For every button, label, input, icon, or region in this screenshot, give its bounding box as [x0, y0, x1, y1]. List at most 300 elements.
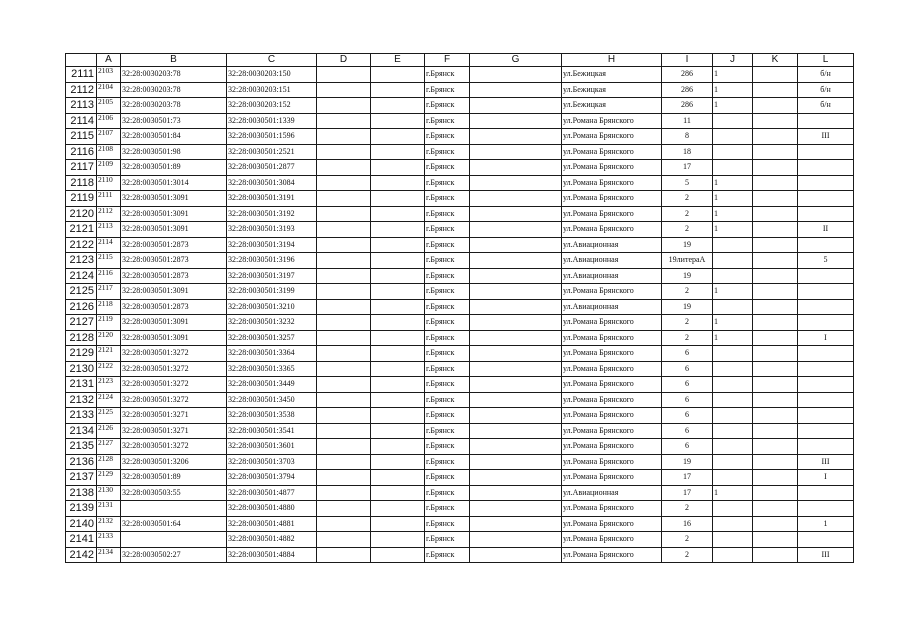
cell-c[interactable]: 32:28:0030501:3194	[227, 237, 317, 253]
column-header-b[interactable]: B	[121, 54, 227, 67]
cell-k[interactable]	[753, 423, 798, 439]
cell-b[interactable]: 32:28:0030203:78	[121, 82, 227, 98]
cell-b[interactable]: 32:28:0030501:3091	[121, 315, 227, 331]
cell-e[interactable]	[371, 547, 425, 563]
cell-j[interactable]: 1	[713, 82, 753, 98]
cell-h[interactable]: ул.Романа Брянского	[562, 423, 662, 439]
cell-b[interactable]: 32:28:0030502:27	[121, 547, 227, 563]
row-number[interactable]: 2116	[66, 144, 97, 160]
cell-g[interactable]	[470, 129, 562, 145]
cell-k[interactable]	[753, 516, 798, 532]
cell-b[interactable]: 32:28:0030203:78	[121, 67, 227, 83]
cell-k[interactable]	[753, 439, 798, 455]
cell-k[interactable]	[753, 392, 798, 408]
cell-g[interactable]	[470, 222, 562, 238]
cell-j[interactable]	[713, 268, 753, 284]
cell-c[interactable]: 32:28:0030501:3364	[227, 346, 317, 362]
cell-h[interactable]: ул.Романа Брянского	[562, 501, 662, 517]
cell-c[interactable]: 32:28:0030501:3232	[227, 315, 317, 331]
cell-h[interactable]: ул.Авиационная	[562, 253, 662, 269]
cell-c[interactable]: 32:28:0030501:4882	[227, 532, 317, 548]
cell-f[interactable]: г.Брянск	[425, 392, 470, 408]
cell-b[interactable]: 32:28:0030501:3272	[121, 361, 227, 377]
cell-f[interactable]: г.Брянск	[425, 361, 470, 377]
cell-g[interactable]	[470, 501, 562, 517]
cell-e[interactable]	[371, 222, 425, 238]
row-number[interactable]: 2126	[66, 299, 97, 315]
cell-k[interactable]	[753, 315, 798, 331]
cell-l[interactable]	[798, 361, 854, 377]
row-number[interactable]: 2131	[66, 377, 97, 393]
cell-l[interactable]	[798, 284, 854, 300]
cell-f[interactable]: г.Брянск	[425, 423, 470, 439]
column-header-a[interactable]: A	[97, 54, 121, 67]
cell-a[interactable]: 2133	[97, 532, 121, 548]
cell-l[interactable]	[798, 392, 854, 408]
cell-k[interactable]	[753, 113, 798, 129]
cell-a[interactable]: 2111	[97, 191, 121, 207]
cell-i[interactable]: 2	[662, 284, 713, 300]
cell-g[interactable]	[470, 392, 562, 408]
row-number[interactable]: 2139	[66, 501, 97, 517]
row-number[interactable]: 2112	[66, 82, 97, 98]
cell-c[interactable]: 32:28:0030501:3193	[227, 222, 317, 238]
cell-k[interactable]	[753, 346, 798, 362]
cell-f[interactable]: г.Брянск	[425, 485, 470, 501]
row-number[interactable]: 2129	[66, 346, 97, 362]
cell-k[interactable]	[753, 237, 798, 253]
cell-l[interactable]	[798, 175, 854, 191]
cell-g[interactable]	[470, 315, 562, 331]
cell-b[interactable]: 32:28:0030503:55	[121, 485, 227, 501]
cell-j[interactable]: 1	[713, 222, 753, 238]
cell-c[interactable]: 32:28:0030501:3541	[227, 423, 317, 439]
cell-l[interactable]	[798, 113, 854, 129]
cell-b[interactable]: 32:28:0030501:3091	[121, 284, 227, 300]
cell-f[interactable]: г.Брянск	[425, 470, 470, 486]
cell-d[interactable]	[317, 516, 371, 532]
cell-d[interactable]	[317, 113, 371, 129]
cell-a[interactable]: 2114	[97, 237, 121, 253]
cell-b[interactable]: 32:28:0030501:64	[121, 516, 227, 532]
cell-h[interactable]: ул.Романа Брянского	[562, 129, 662, 145]
cell-d[interactable]	[317, 144, 371, 160]
cell-g[interactable]	[470, 346, 562, 362]
cell-d[interactable]	[317, 547, 371, 563]
cell-b[interactable]: 32:28:0030501:73	[121, 113, 227, 129]
cell-l[interactable]: 1	[798, 516, 854, 532]
cell-e[interactable]	[371, 237, 425, 253]
cell-j[interactable]	[713, 377, 753, 393]
cell-c[interactable]: 32:28:0030501:3794	[227, 470, 317, 486]
cell-d[interactable]	[317, 237, 371, 253]
column-header-j[interactable]: J	[713, 54, 753, 67]
cell-d[interactable]	[317, 222, 371, 238]
cell-b[interactable]: 32:28:0030501:3271	[121, 423, 227, 439]
cell-g[interactable]	[470, 408, 562, 424]
cell-e[interactable]	[371, 485, 425, 501]
cell-h[interactable]: ул.Авиационная	[562, 268, 662, 284]
cell-e[interactable]	[371, 423, 425, 439]
cell-h[interactable]: ул.Бежицкая	[562, 67, 662, 83]
cell-h[interactable]: ул.Романа Брянского	[562, 206, 662, 222]
cell-l[interactable]	[798, 501, 854, 517]
cell-l[interactable]	[798, 268, 854, 284]
cell-h[interactable]: ул.Романа Брянского	[562, 191, 662, 207]
row-number[interactable]: 2111	[66, 67, 97, 83]
cell-e[interactable]	[371, 268, 425, 284]
cell-c[interactable]: 32:28:0030501:3365	[227, 361, 317, 377]
cell-h[interactable]: ул.Романа Брянского	[562, 377, 662, 393]
cell-b[interactable]: 32:28:0030501:3091	[121, 191, 227, 207]
cell-d[interactable]	[317, 470, 371, 486]
cell-g[interactable]	[470, 268, 562, 284]
cell-e[interactable]	[371, 144, 425, 160]
row-number[interactable]: 2114	[66, 113, 97, 129]
row-number[interactable]: 2132	[66, 392, 97, 408]
row-number[interactable]: 2115	[66, 129, 97, 145]
cell-l[interactable]: б/н	[798, 67, 854, 83]
cell-e[interactable]	[371, 454, 425, 470]
cell-d[interactable]	[317, 253, 371, 269]
cell-k[interactable]	[753, 206, 798, 222]
cell-c[interactable]: 32:28:0030501:3210	[227, 299, 317, 315]
cell-i[interactable]: 286	[662, 67, 713, 83]
cell-d[interactable]	[317, 191, 371, 207]
cell-l[interactable]: III	[798, 454, 854, 470]
cell-i[interactable]: 17	[662, 160, 713, 176]
cell-l[interactable]: I	[798, 470, 854, 486]
cell-i[interactable]: 6	[662, 377, 713, 393]
cell-j[interactable]	[713, 516, 753, 532]
cell-h[interactable]: ул.Романа Брянского	[562, 113, 662, 129]
cell-g[interactable]	[470, 361, 562, 377]
cell-b[interactable]	[121, 501, 227, 517]
cell-c[interactable]: 32:28:0030501:3084	[227, 175, 317, 191]
cell-d[interactable]	[317, 67, 371, 83]
cell-i[interactable]: 6	[662, 439, 713, 455]
cell-a[interactable]: 2115	[97, 253, 121, 269]
cell-b[interactable]: 32:28:0030501:98	[121, 144, 227, 160]
cell-f[interactable]: г.Брянск	[425, 330, 470, 346]
cell-e[interactable]	[371, 361, 425, 377]
cell-l[interactable]	[798, 439, 854, 455]
cell-k[interactable]	[753, 284, 798, 300]
cell-g[interactable]	[470, 470, 562, 486]
cell-f[interactable]: г.Брянск	[425, 191, 470, 207]
cell-f[interactable]: г.Брянск	[425, 82, 470, 98]
cell-f[interactable]: г.Брянск	[425, 501, 470, 517]
cell-l[interactable]	[798, 299, 854, 315]
cell-e[interactable]	[371, 206, 425, 222]
cell-h[interactable]: ул.Бежицкая	[562, 82, 662, 98]
cell-h[interactable]: ул.Романа Брянского	[562, 361, 662, 377]
cell-i[interactable]: 6	[662, 392, 713, 408]
cell-e[interactable]	[371, 284, 425, 300]
cell-e[interactable]	[371, 315, 425, 331]
cell-a[interactable]: 2121	[97, 346, 121, 362]
cell-f[interactable]: г.Брянск	[425, 408, 470, 424]
cell-k[interactable]	[753, 501, 798, 517]
cell-e[interactable]	[371, 113, 425, 129]
cell-h[interactable]: ул.Романа Брянского	[562, 160, 662, 176]
cell-a[interactable]: 2120	[97, 330, 121, 346]
cell-e[interactable]	[371, 160, 425, 176]
cell-h[interactable]: ул.Романа Брянского	[562, 330, 662, 346]
cell-d[interactable]	[317, 175, 371, 191]
cell-g[interactable]	[470, 67, 562, 83]
cell-e[interactable]	[371, 501, 425, 517]
row-number[interactable]: 2117	[66, 160, 97, 176]
row-number[interactable]: 2134	[66, 423, 97, 439]
cell-b[interactable]: 32:28:0030501:2873	[121, 237, 227, 253]
cell-i[interactable]: 18	[662, 144, 713, 160]
cell-j[interactable]	[713, 392, 753, 408]
cell-a[interactable]: 2108	[97, 144, 121, 160]
cell-g[interactable]	[470, 330, 562, 346]
cell-l[interactable]	[798, 346, 854, 362]
cell-h[interactable]: ул.Романа Брянского	[562, 175, 662, 191]
cell-d[interactable]	[317, 532, 371, 548]
cell-k[interactable]	[753, 330, 798, 346]
cell-j[interactable]	[713, 346, 753, 362]
cell-f[interactable]: г.Брянск	[425, 516, 470, 532]
cell-g[interactable]	[470, 485, 562, 501]
cell-d[interactable]	[317, 160, 371, 176]
cell-f[interactable]: г.Брянск	[425, 129, 470, 145]
cell-i[interactable]: 6	[662, 408, 713, 424]
cell-c[interactable]: 32:28:0030501:3257	[227, 330, 317, 346]
cell-i[interactable]: 6	[662, 423, 713, 439]
cell-j[interactable]	[713, 113, 753, 129]
cell-h[interactable]: ул.Романа Брянского	[562, 222, 662, 238]
row-number[interactable]: 2125	[66, 284, 97, 300]
row-number[interactable]: 2141	[66, 532, 97, 548]
cell-h[interactable]: ул.Романа Брянского	[562, 532, 662, 548]
cell-h[interactable]: ул.Романа Брянского	[562, 439, 662, 455]
cell-f[interactable]: г.Брянск	[425, 284, 470, 300]
cell-i[interactable]: 19	[662, 268, 713, 284]
cell-c[interactable]: 32:28:0030501:2521	[227, 144, 317, 160]
cell-c[interactable]: 32:28:0030501:3703	[227, 454, 317, 470]
cell-a[interactable]: 2119	[97, 315, 121, 331]
cell-c[interactable]: 32:28:0030501:4880	[227, 501, 317, 517]
cell-b[interactable]: 32:28:0030501:3091	[121, 222, 227, 238]
cell-g[interactable]	[470, 439, 562, 455]
cell-i[interactable]: 19литераА	[662, 253, 713, 269]
cell-k[interactable]	[753, 532, 798, 548]
cell-h[interactable]: ул.Романа Брянского	[562, 144, 662, 160]
cell-f[interactable]: г.Брянск	[425, 67, 470, 83]
row-number[interactable]: 2120	[66, 206, 97, 222]
cell-a[interactable]: 2125	[97, 408, 121, 424]
cell-f[interactable]: г.Брянск	[425, 98, 470, 114]
cell-f[interactable]: г.Брянск	[425, 222, 470, 238]
cell-h[interactable]: ул.Бежицкая	[562, 98, 662, 114]
cell-k[interactable]	[753, 175, 798, 191]
cell-k[interactable]	[753, 67, 798, 83]
cell-g[interactable]	[470, 82, 562, 98]
cell-k[interactable]	[753, 222, 798, 238]
cell-l[interactable]	[798, 423, 854, 439]
cell-b[interactable]: 32:28:0030501:3206	[121, 454, 227, 470]
cell-l[interactable]	[798, 485, 854, 501]
cell-d[interactable]	[317, 284, 371, 300]
cell-d[interactable]	[317, 98, 371, 114]
cell-g[interactable]	[470, 377, 562, 393]
cell-b[interactable]: 32:28:0030501:2873	[121, 299, 227, 315]
cell-j[interactable]	[713, 129, 753, 145]
cell-j[interactable]: 1	[713, 485, 753, 501]
cell-f[interactable]: г.Брянск	[425, 315, 470, 331]
cell-a[interactable]: 2109	[97, 160, 121, 176]
cell-f[interactable]: г.Брянск	[425, 175, 470, 191]
cell-i[interactable]: 2	[662, 222, 713, 238]
cell-a[interactable]: 2127	[97, 439, 121, 455]
cell-c[interactable]: 32:28:0030501:3538	[227, 408, 317, 424]
cell-e[interactable]	[371, 129, 425, 145]
cell-i[interactable]: 2	[662, 532, 713, 548]
cell-e[interactable]	[371, 408, 425, 424]
cell-i[interactable]: 2	[662, 547, 713, 563]
cell-j[interactable]	[713, 160, 753, 176]
cell-k[interactable]	[753, 299, 798, 315]
cell-d[interactable]	[317, 392, 371, 408]
cell-l[interactable]	[798, 377, 854, 393]
row-number[interactable]: 2133	[66, 408, 97, 424]
cell-d[interactable]	[317, 330, 371, 346]
cell-l[interactable]	[798, 160, 854, 176]
cell-j[interactable]	[713, 237, 753, 253]
cell-e[interactable]	[371, 299, 425, 315]
cell-a[interactable]: 2118	[97, 299, 121, 315]
cell-g[interactable]	[470, 98, 562, 114]
cell-l[interactable]: I	[798, 330, 854, 346]
row-number[interactable]: 2127	[66, 315, 97, 331]
cell-a[interactable]: 2116	[97, 268, 121, 284]
column-header-i[interactable]: I	[662, 54, 713, 67]
row-number[interactable]: 2135	[66, 439, 97, 455]
cell-l[interactable]	[798, 144, 854, 160]
cell-b[interactable]: 32:28:0030501:3272	[121, 439, 227, 455]
row-number[interactable]: 2119	[66, 191, 97, 207]
cell-h[interactable]: ул.Романа Брянского	[562, 315, 662, 331]
cell-k[interactable]	[753, 268, 798, 284]
cell-e[interactable]	[371, 67, 425, 83]
cell-e[interactable]	[371, 516, 425, 532]
cell-a[interactable]: 2104	[97, 82, 121, 98]
cell-f[interactable]: г.Брянск	[425, 113, 470, 129]
cell-c[interactable]: 32:28:0030501:3199	[227, 284, 317, 300]
cell-f[interactable]: г.Брянск	[425, 377, 470, 393]
cell-d[interactable]	[317, 299, 371, 315]
cell-a[interactable]: 2134	[97, 547, 121, 563]
cell-f[interactable]: г.Брянск	[425, 532, 470, 548]
cell-f[interactable]: г.Брянск	[425, 299, 470, 315]
cell-i[interactable]: 19	[662, 237, 713, 253]
column-header-c[interactable]: C	[227, 54, 317, 67]
cell-a[interactable]: 2112	[97, 206, 121, 222]
cell-a[interactable]: 2124	[97, 392, 121, 408]
cell-j[interactable]: 1	[713, 206, 753, 222]
cell-k[interactable]	[753, 547, 798, 563]
cell-a[interactable]: 2131	[97, 501, 121, 517]
cell-h[interactable]: ул.Авиационная	[562, 299, 662, 315]
cell-f[interactable]: г.Брянск	[425, 206, 470, 222]
cell-g[interactable]	[470, 113, 562, 129]
cell-j[interactable]: 1	[713, 175, 753, 191]
cell-e[interactable]	[371, 470, 425, 486]
cell-g[interactable]	[470, 144, 562, 160]
cell-d[interactable]	[317, 408, 371, 424]
cell-a[interactable]: 2132	[97, 516, 121, 532]
cell-c[interactable]: 32:28:0030501:3196	[227, 253, 317, 269]
row-number[interactable]: 2121	[66, 222, 97, 238]
cell-a[interactable]: 2130	[97, 485, 121, 501]
cell-j[interactable]: 1	[713, 315, 753, 331]
cell-c[interactable]: 32:28:0030501:3601	[227, 439, 317, 455]
cell-g[interactable]	[470, 423, 562, 439]
cell-k[interactable]	[753, 470, 798, 486]
cell-i[interactable]: 11	[662, 113, 713, 129]
cell-f[interactable]: г.Брянск	[425, 237, 470, 253]
cell-f[interactable]: г.Брянск	[425, 454, 470, 470]
cell-b[interactable]: 32:28:0030501:89	[121, 160, 227, 176]
row-number[interactable]: 2128	[66, 330, 97, 346]
cell-b[interactable]: 32:28:0030501:3272	[121, 392, 227, 408]
cell-h[interactable]: ул.Авиационная	[562, 485, 662, 501]
cell-k[interactable]	[753, 408, 798, 424]
column-header-g[interactable]: G	[470, 54, 562, 67]
column-header-k[interactable]: K	[753, 54, 798, 67]
cell-d[interactable]	[317, 423, 371, 439]
cell-a[interactable]: 2129	[97, 470, 121, 486]
cell-j[interactable]	[713, 144, 753, 160]
cell-j[interactable]	[713, 547, 753, 563]
cell-e[interactable]	[371, 532, 425, 548]
cell-a[interactable]: 2113	[97, 222, 121, 238]
cell-j[interactable]	[713, 408, 753, 424]
row-number[interactable]: 2123	[66, 253, 97, 269]
cell-c[interactable]: 32:28:0030501:3450	[227, 392, 317, 408]
cell-h[interactable]: ул.Романа Брянского	[562, 392, 662, 408]
cell-c[interactable]: 32:28:0030501:4884	[227, 547, 317, 563]
cell-d[interactable]	[317, 454, 371, 470]
cell-h[interactable]: ул.Романа Брянского	[562, 470, 662, 486]
cell-e[interactable]	[371, 98, 425, 114]
cell-l[interactable]	[798, 237, 854, 253]
cell-k[interactable]	[753, 361, 798, 377]
cell-k[interactable]	[753, 485, 798, 501]
cell-b[interactable]: 32:28:0030203:78	[121, 98, 227, 114]
cell-l[interactable]	[798, 408, 854, 424]
cell-l[interactable]	[798, 191, 854, 207]
cell-d[interactable]	[317, 439, 371, 455]
cell-i[interactable]: 17	[662, 470, 713, 486]
cell-h[interactable]: ул.Романа Брянского	[562, 516, 662, 532]
cell-b[interactable]	[121, 532, 227, 548]
cell-a[interactable]: 2110	[97, 175, 121, 191]
cell-d[interactable]	[317, 82, 371, 98]
cell-h[interactable]: ул.Романа Брянского	[562, 346, 662, 362]
row-number[interactable]: 2113	[66, 98, 97, 114]
cell-f[interactable]: г.Брянск	[425, 268, 470, 284]
cell-i[interactable]: 286	[662, 98, 713, 114]
cell-i[interactable]: 6	[662, 346, 713, 362]
cell-l[interactable]	[798, 315, 854, 331]
cell-j[interactable]: 1	[713, 284, 753, 300]
cell-c[interactable]: 32:28:0030501:3191	[227, 191, 317, 207]
